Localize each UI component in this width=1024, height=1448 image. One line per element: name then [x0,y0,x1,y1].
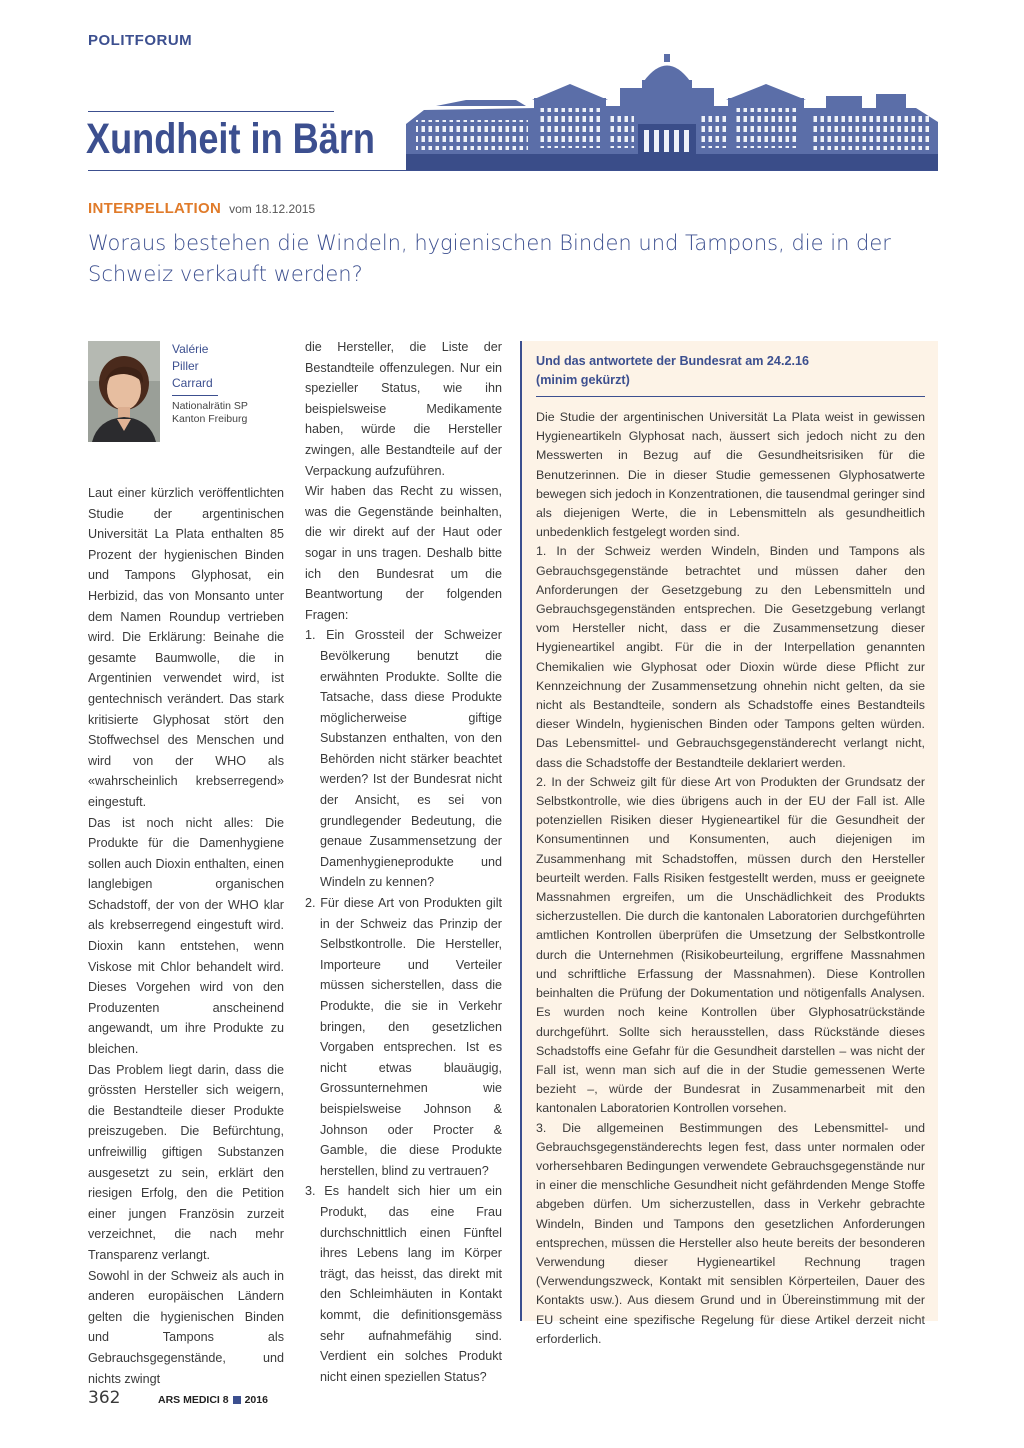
author-block [172,341,272,426]
section-label: POLITFORUM [88,32,193,49]
answer-text [536,408,925,1349]
journal-info [158,1394,268,1406]
page-title: Xundheit in Bärn [86,115,375,163]
interpellation-line [88,200,315,218]
author-role: Nationalrätin SP Kanton Freiburg [172,400,248,425]
federal-palace-illustration [406,54,938,171]
author-rule [172,395,218,396]
paragraph: Wir haben das Recht zu wissen, was die Gegenstände beinhalten, die wir direkt auf der Haut oder sogar in uns tragen. Deshalb bitte ich den Bundesrat um die Beantwortung der folgenden Fragen: [305,484,502,622]
paragraph: 3. Die allgemeinen Bestimmungen des Lebensmittel- und Gebrauchsgegenständerechts legen fest, dass unter normalen oder vorhersehbaren Bedingungen verwendete Gebrauchsgegenstände nur in einer die menschliche Gesundheit nicht gefährdenden Menge Stoffe abgeben dürfen. Um sicherzustellen, dass in Verkehr gebrachte Windeln, Binden und Tampons den gesetzlichen Anforderungen entsprechen, müssen die Hersteller also heute bereits der besonderen Verwendung dieser Hygieneartikel Rechnung tragen (Verwendungszweck, Kontakt mit sensiblen Körperteilen, Dauer des Kontakts usw.). Aus diesem Grund und in Übereinstimmung mit der EU scheint eine spezifische Regelung für diese Artikel derzeit nicht erforderlich. [536,1120,925,1346]
author-name: Valérie Piller Carrard [172,342,213,390]
author-portrait [88,341,160,442]
answer-title [536,352,916,390]
paragraph: die Hersteller, die Liste der Bestandteile offenzulegen. Nur ein spezieller Status, wie ihn beispielsweise Medikamente haben, würde die Hersteller zwingen, alle Bestandteile auf der Verpackung aufzuführen. [305,340,502,478]
page-number: 362 [88,1388,121,1408]
question-item: 1. Ein Grossteil der Schweizer Bevölkerung benutzt die erwähnten Produkte. Sollte die Tatsache, dass diese Produkte möglicherweise giftige Substanzen enthalten, von den Behörden nicht stärker beachtet werden? Ist der Bundesrat nicht der Ansicht, es sei von grundlegender Bedeutung, die genaue Zusammensetzung der Damenhygieneprodukte und Windeln zu kennen? [305,628,502,890]
interpellation-label: INTERPELLATION [88,200,222,217]
title-rule [88,111,334,112]
question-item: 2. Für diese Art von Produkten gilt in der Schweiz das Prinzip der Selbstkontrolle. Die Hersteller, Importeure und Verteiler müssen sicherstellen, dass die Produkte, die sie in Verkehr bringen, den gesetzlichen Vorgaben entsprechen. Ist es nicht etwas blauäugig, Grossunternehmen wie beispielsweise Johnson & Johnson oder Procter & Gamble, die diese Produkte herstellen, blind zu vertrauen? [305,896,502,1178]
answer-heading: Und das antwortete der Bundesrat am 24.2.16 [536,354,809,368]
paragraph: 1. In der Schweiz werden Windeln, Binden und Tampons als Gebrauchsgegenstände betrachtet und müssen daher den Anforderungen der Gesetzgebung zu den Lebensmitteln und Gebrauchsgegenständen entsprechen. Die Gesetzgebung verlangt vom Hersteller nicht, dass er die Zusammensetzung dieser Hygieneartikel angibt. Für die in der Interpellation genannten Chemikalien wie Glyphosat oder Dioxin würde diese Pflicht zur Kennzeichnung der Zusammensetzung ohnehin nicht gelten, da sie nicht als Bestandteile, sondern als Schadstoffe eines Bestandteils dieser Windeln, hygienischen Binden oder Tampons gelten würden. Das Lebensmittel- und Gebrauchsgegenständerecht verlangt nicht, dass die Schadstoffe der Bestandteile deklariert werden. [536,544,925,770]
interpellation-question: Woraus bestehen die Windeln, hygienischen Binden und Tampons, die in der Schweiz verkauft werden? [88,231,891,286]
paragraph: Sowohl in der Schweiz als auch in anderen europäischen Ländern gelten die hygienischen Binden und Tampons als Gebrauchsgegenstände, und nichts zwingt [88,1268,284,1386]
journal-name: ARS MEDICI 8 [158,1394,229,1406]
article-column-2 [305,337,502,1387]
question-item: 3. Es handelt sich hier um ein Produkt, das eine Frau durchschnittlich einen Fünftel ihres Lebens lang im Körper trägt, das heisst, das direkt mit den Schleimhäuten in Kontakt kommt, die definitionsgemäss sehr aufnahmefähig sind. Verdient ein solches Produkt nicht einen speziellen Status? [305,1184,502,1384]
paragraph: Das Problem liegt darin, dass die grössten Hersteller sich weigern, die Bestandteile dieser Produkte preiszugeben. Die Befürchtung, unfreiwillig giftigen Substanzen ausgesetzt zu sein, erklärt den riesigen Erfolg, den die Petition einer jungen Französin zurzeit verzeichnet, die nach mehr Transparenz verlangt. [88,1062,284,1262]
paragraph: 2. In der Schweiz gilt für diese Art von Produkten der Grundsatz der Selbstkontrolle, wie dies übrigens auch in der EU der Fall ist. Alle potenziellen Risiken dieser Hygieneartikel für die Gesundheit der Konsumentinnen und Konsumenten, auch diejenigen im Zusammenhang mit Schadstoffen, müssen durch den Hersteller beurteilt werden. Falls Risiken festgestellt werden, muss er geeignete Massnahmen ergreifen, um die Unschädlichkeit des Produkts sicherzustellen. Die durch die kantonalen Laboratorien durchgeführten amtlichen Kontrollen überprüfen die Umsetzung der Selbstkontrolle durch die Unternehmen (Risikobeurteilung, ergriffene Massnahmen und schriftliche Erfassung der Massnahmen). Diese Kontrollen beinhalten die Prüfung der Dokumentation und nötigenfalls Analysen. Es wurden noch keine Kontrollen über Glyphosatrückstände durchgeführt. Sollte sich herausstellen, dass Rückstände dieses Schadstoffs eine Gefahr für die Gesundheit darstellen – was nicht der Fall ist, wenn man sich auf die in der Studie gemessenen Werte bezieht –, würde der Bundesrat in Zusammenarbeit mit den kantonalen Laboratorien Kontrollen vorsehen. [536,774,925,1116]
article-column-1 [88,483,284,1389]
journal-year: 2016 [244,1394,268,1406]
square-icon [233,1396,241,1404]
paragraph: Die Studie der argentinischen Universität La Plata weist in gewissen Hygieneartikeln Glyphosat nach, äussert sich jedoch nicht zu den Messwerten in Bezug auf die Gesundheitsrisiken für die Benutzerinnen. Die in dieser Studie gemessenen Glyphosatwerte bewegen sich jedoch in Konzentrationen, die tausendmal geringer sind als diejenigen Werte, die in Lebensmitteln als gesundheitlich unbedenklich festgelegt worden sind. [536,410,925,540]
paragraph: Laut einer kürzlich veröffentlichten Studie der argentinischen Universität La Plata enthalten 85 Prozent der hygienischen Binden und Tampons Glyphosat, ein Herbizid, das von Monsanto unter dem Namen Roundup vertrieben wird. Die Erklärung: Beinahe die gesamte Baumwolle, die in Argentinien verwendet wird, ist gentechnisch verändert. Das stark kritisierte Glyphosat stört den Stoffwechsel des Menschen und wird von der WHO als «wahrscheinlich krebserregend» eingestuft. [88,486,284,809]
header-baseline [88,170,938,171]
answer-subtitle: (minim gekürzt) [536,373,630,387]
interpellation-date: vom 18.12.2015 [229,202,316,216]
paragraph: Das ist noch nicht alles: Die Produkte für die Damenhygiene sollen auch Dioxin enthalten, einen langlebigen organischen Schadstoff, der von der WHO klar als krebserregend eingestuft wird. Dioxin kann entstehen, wenn Viskose mit Chlor behandelt wird. Dieses Vorgehen wird von den Produzenten anscheinend angewandt, um ihre Produkte zu bleichen. [88,815,284,1057]
answer-rule [536,396,925,397]
